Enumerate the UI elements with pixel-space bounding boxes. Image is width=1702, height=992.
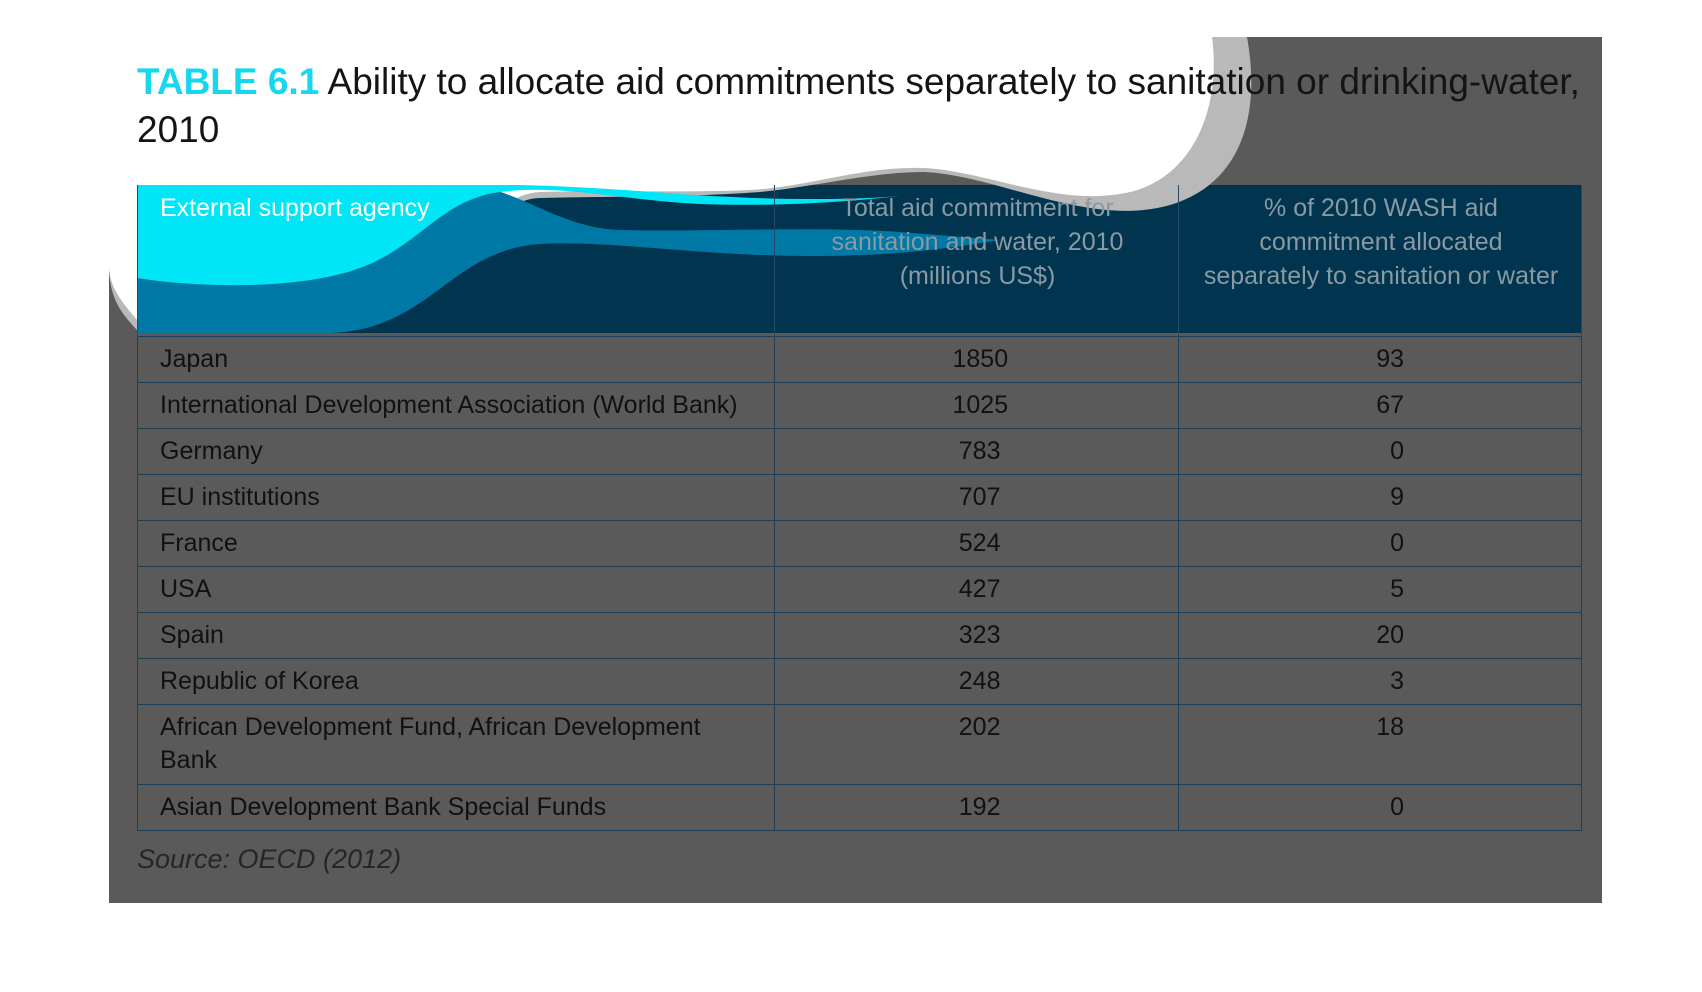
table-row (138, 567, 1582, 613)
table-row (138, 785, 1582, 831)
table-number-label: TABLE 6.1 (137, 61, 320, 102)
percent-value: 0 (1390, 793, 1404, 821)
table-row (138, 659, 1582, 705)
total-value: 323 (958, 621, 1001, 649)
agency-cell: France (138, 521, 775, 567)
table-row (138, 705, 1582, 785)
total-cell (775, 383, 1179, 429)
table-title-text: Ability to allocate aid commitments separately to sanitation or drinking-water, 2010 (137, 61, 1580, 150)
agency-cell: Republic of Korea (138, 659, 775, 705)
column-header-agency: External support agency (138, 185, 775, 337)
total-cell (775, 475, 1179, 521)
total-cell (775, 705, 1179, 785)
total-cell (775, 429, 1179, 475)
total-value: 1025 (952, 391, 1009, 419)
agency-cell: African Development Fund, African Development Bank (138, 705, 775, 785)
table-row (138, 383, 1582, 429)
table-row (138, 429, 1582, 475)
percent-cell (1179, 567, 1582, 613)
total-cell (775, 659, 1179, 705)
percent-cell (1179, 659, 1582, 705)
total-cell (775, 785, 1179, 831)
percent-value: 18 (1376, 713, 1404, 741)
aid-commitment-table (137, 185, 1582, 831)
total-value: 427 (958, 575, 1001, 603)
agency-cell: Asian Development Bank Special Funds (138, 785, 775, 831)
table-title (137, 58, 1597, 154)
total-value: 1850 (952, 345, 1009, 373)
total-value: 202 (958, 713, 1001, 741)
total-value: 192 (958, 793, 1001, 821)
percent-cell (1179, 475, 1582, 521)
column-header-percent: % of 2010 WASH aid commitment allocated separately to sanitation or water (1179, 185, 1582, 337)
total-value: 248 (958, 667, 1001, 695)
percent-value: 3 (1390, 667, 1404, 695)
total-value: 707 (958, 483, 1001, 511)
percent-cell (1179, 785, 1582, 831)
percent-cell (1179, 521, 1582, 567)
percent-value: 0 (1390, 529, 1404, 557)
percent-cell (1179, 337, 1582, 383)
percent-cell (1179, 429, 1582, 475)
total-value: 524 (958, 529, 1001, 557)
percent-value: 93 (1376, 345, 1404, 373)
percent-value: 67 (1376, 391, 1404, 419)
percent-value: 9 (1390, 483, 1404, 511)
agency-cell: Germany (138, 429, 775, 475)
table-header-row (138, 185, 1582, 337)
total-cell (775, 521, 1179, 567)
table-row (138, 337, 1582, 383)
agency-cell: International Development Association (World Bank) (138, 383, 775, 429)
percent-value: 5 (1390, 575, 1404, 603)
total-cell (775, 613, 1179, 659)
total-cell (775, 567, 1179, 613)
agency-cell: EU institutions (138, 475, 775, 521)
agency-cell: Japan (138, 337, 775, 383)
agency-cell: USA (138, 567, 775, 613)
total-cell (775, 337, 1179, 383)
percent-cell (1179, 383, 1582, 429)
source-note: Source: OECD (2012) (137, 844, 402, 874)
agency-cell: Spain (138, 613, 775, 659)
table-row (138, 475, 1582, 521)
table-row (138, 613, 1582, 659)
column-header-total: Total aid commitment for sanitation and water, 2010 (millions US$) (775, 185, 1179, 337)
percent-cell (1179, 705, 1582, 785)
table-row (138, 521, 1582, 567)
percent-cell (1179, 613, 1582, 659)
percent-value: 0 (1390, 437, 1404, 465)
total-value: 783 (958, 437, 1001, 465)
percent-value: 20 (1376, 621, 1404, 649)
